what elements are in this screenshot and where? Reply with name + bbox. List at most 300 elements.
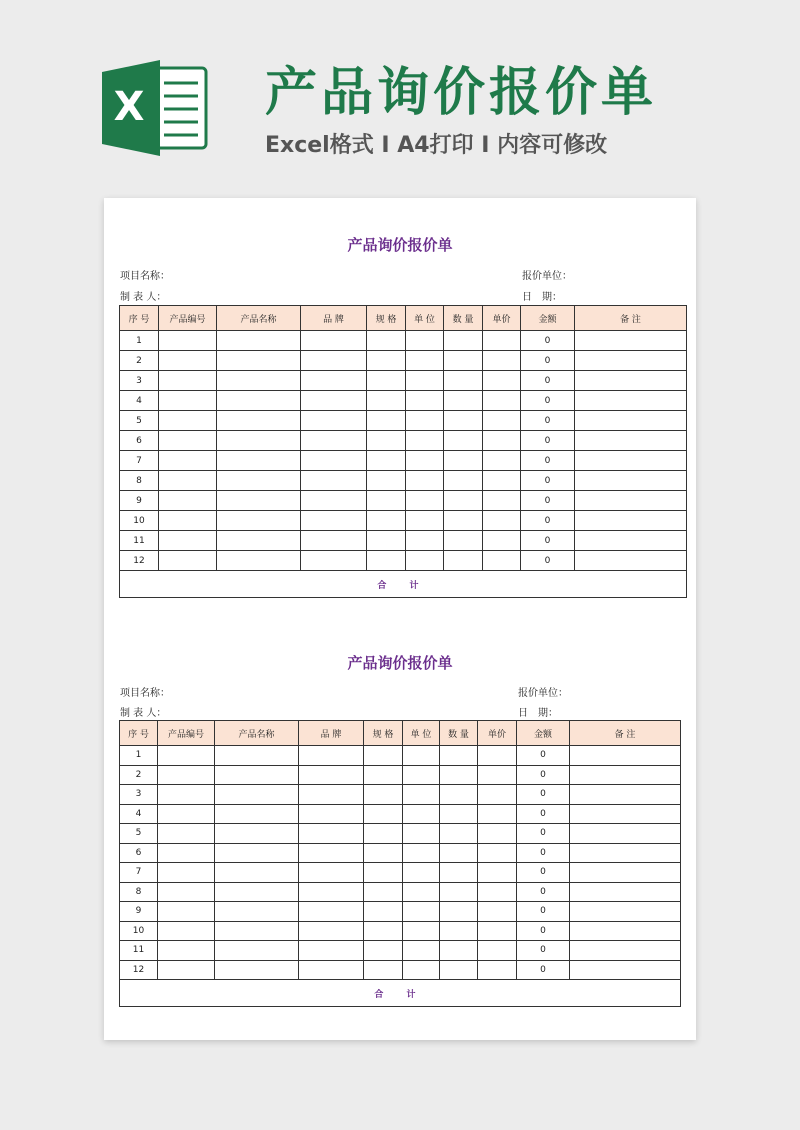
editable-cell[interactable] (159, 511, 217, 531)
editable-cell[interactable] (367, 491, 406, 511)
editable-cell[interactable] (159, 471, 217, 491)
editable-cell[interactable] (158, 941, 215, 961)
editable-cell[interactable] (367, 411, 406, 431)
editable-cell[interactable] (444, 471, 483, 491)
editable-cell[interactable] (367, 351, 406, 371)
editable-cell[interactable] (299, 804, 364, 824)
editable-cell[interactable] (444, 491, 483, 511)
editable-cell[interactable] (367, 371, 406, 391)
editable-cell[interactable] (158, 804, 215, 824)
row-number-cell: 9 (120, 491, 159, 511)
editable-cell[interactable] (403, 765, 440, 785)
editable-cell[interactable] (367, 391, 406, 411)
editable-cell[interactable] (159, 531, 217, 551)
editable-cell[interactable] (301, 431, 367, 451)
editable-cell[interactable] (570, 882, 681, 902)
table-row (120, 491, 687, 511)
column-header: 数 量 (440, 721, 478, 746)
amount-cell: 0 (521, 491, 575, 511)
editable-cell[interactable] (406, 511, 444, 531)
editable-cell[interactable] (299, 843, 364, 863)
table-row (120, 960, 681, 980)
column-header: 产品名称 (217, 306, 301, 331)
editable-cell[interactable] (215, 960, 299, 980)
editable-cell[interactable] (483, 411, 521, 431)
editable-cell[interactable] (570, 804, 681, 824)
editable-cell[interactable] (299, 824, 364, 844)
editable-cell[interactable] (444, 331, 483, 351)
amount-cell: 0 (517, 765, 570, 785)
editable-cell[interactable] (367, 471, 406, 491)
editable-cell[interactable] (367, 531, 406, 551)
editable-cell[interactable] (215, 785, 299, 805)
table-row (120, 941, 681, 961)
editable-cell[interactable] (158, 902, 215, 922)
editable-cell[interactable] (367, 431, 406, 451)
editable-cell[interactable] (159, 551, 217, 571)
editable-cell[interactable] (570, 921, 681, 941)
editable-cell[interactable] (217, 351, 301, 371)
editable-cell[interactable] (440, 941, 478, 961)
project-name-label: 项目名称： (120, 688, 170, 699)
editable-cell[interactable] (483, 491, 521, 511)
table-row (120, 902, 681, 922)
editable-cell[interactable] (301, 471, 367, 491)
editable-cell[interactable] (440, 960, 478, 980)
editable-cell[interactable] (301, 411, 367, 431)
editable-cell[interactable] (217, 411, 301, 431)
amount-cell: 0 (517, 863, 570, 883)
table-row (120, 804, 681, 824)
editable-cell[interactable] (217, 551, 301, 571)
editable-cell[interactable] (483, 351, 521, 371)
row-number-cell: 4 (120, 391, 159, 411)
editable-cell[interactable] (403, 804, 440, 824)
editable-cell[interactable] (444, 411, 483, 431)
amount-cell: 0 (517, 804, 570, 824)
row-number-cell: 9 (120, 902, 158, 922)
editable-cell[interactable] (364, 824, 403, 844)
amount-cell: 0 (517, 960, 570, 980)
editable-cell[interactable] (159, 371, 217, 391)
editable-cell[interactable] (159, 331, 217, 351)
column-header: 规 格 (367, 306, 406, 331)
row-number-cell: 11 (120, 531, 159, 551)
editable-cell[interactable] (575, 391, 687, 411)
row-number-cell: 1 (120, 746, 158, 766)
column-header: 备 注 (575, 306, 687, 331)
editable-cell[interactable] (478, 804, 517, 824)
editable-cell[interactable] (364, 960, 403, 980)
table-header-row (120, 721, 681, 746)
editable-cell[interactable] (158, 785, 215, 805)
editable-cell[interactable] (483, 331, 521, 351)
editable-cell[interactable] (483, 431, 521, 451)
column-header: 序 号 (120, 721, 158, 746)
editable-cell[interactable] (215, 843, 299, 863)
editable-cell[interactable] (367, 511, 406, 531)
banner-subtitle: Excel格式 Ⅰ A4打印 Ⅰ 内容可修改 (265, 133, 608, 158)
table-row (120, 551, 687, 571)
editable-cell[interactable] (575, 371, 687, 391)
editable-cell[interactable] (444, 531, 483, 551)
editable-cell[interactable] (158, 746, 215, 766)
editable-cell[interactable] (570, 746, 681, 766)
editable-cell[interactable] (478, 785, 517, 805)
editable-cell[interactable] (440, 824, 478, 844)
editable-cell[interactable] (301, 551, 367, 571)
editable-cell[interactable] (478, 863, 517, 883)
editable-cell[interactable] (158, 863, 215, 883)
editable-cell[interactable] (478, 765, 517, 785)
editable-cell[interactable] (367, 451, 406, 471)
column-header: 品 牌 (299, 721, 364, 746)
editable-cell[interactable] (570, 765, 681, 785)
banner-title: 产品询价报价单 (265, 63, 658, 123)
table-row (120, 785, 681, 805)
editable-cell[interactable] (403, 785, 440, 805)
editable-cell[interactable] (403, 863, 440, 883)
editable-cell[interactable] (406, 431, 444, 451)
editable-cell[interactable] (299, 746, 364, 766)
table-row (120, 882, 681, 902)
editable-cell[interactable] (215, 824, 299, 844)
editable-cell[interactable] (575, 331, 687, 351)
editable-cell[interactable] (440, 902, 478, 922)
row-number-cell: 8 (120, 471, 159, 491)
editable-cell[interactable] (403, 960, 440, 980)
editable-cell[interactable] (440, 843, 478, 863)
row-number-cell: 6 (120, 843, 158, 863)
sheet-title: 产品询价报价单 (347, 654, 453, 672)
editable-cell[interactable] (364, 785, 403, 805)
editable-cell[interactable] (575, 511, 687, 531)
editable-cell[interactable] (570, 941, 681, 961)
editable-cell[interactable] (367, 551, 406, 571)
amount-cell: 0 (517, 921, 570, 941)
column-header: 产品名称 (215, 721, 299, 746)
editable-cell[interactable] (406, 451, 444, 471)
row-number-cell: 12 (120, 960, 158, 980)
row-number-cell: 7 (120, 863, 158, 883)
editable-cell[interactable] (483, 511, 521, 531)
editable-cell[interactable] (215, 921, 299, 941)
editable-cell[interactable] (217, 391, 301, 411)
table-row (120, 843, 681, 863)
editable-cell[interactable] (301, 351, 367, 371)
editable-cell[interactable] (575, 551, 687, 571)
editable-cell[interactable] (364, 882, 403, 902)
editable-cell[interactable] (217, 431, 301, 451)
amount-cell: 0 (521, 391, 575, 411)
editable-cell[interactable] (403, 921, 440, 941)
editable-cell[interactable] (159, 391, 217, 411)
editable-cell[interactable] (301, 451, 367, 471)
editable-cell[interactable] (364, 804, 403, 824)
editable-cell[interactable] (575, 431, 687, 451)
table-row (120, 824, 681, 844)
amount-cell: 0 (521, 511, 575, 531)
row-number-cell: 12 (120, 551, 159, 571)
editable-cell[interactable] (158, 765, 215, 785)
column-header: 产品编号 (158, 721, 215, 746)
table-row (120, 371, 687, 391)
editable-cell[interactable] (478, 960, 517, 980)
editable-cell[interactable] (483, 371, 521, 391)
editable-cell[interactable] (575, 471, 687, 491)
editable-cell[interactable] (215, 746, 299, 766)
editable-cell[interactable] (158, 882, 215, 902)
editable-cell[interactable] (299, 941, 364, 961)
editable-cell[interactable] (158, 824, 215, 844)
editable-cell[interactable] (301, 331, 367, 351)
editable-cell[interactable] (367, 331, 406, 351)
row-number-cell: 7 (120, 451, 159, 471)
editable-cell[interactable] (483, 451, 521, 471)
editable-cell[interactable] (364, 921, 403, 941)
editable-cell[interactable] (217, 451, 301, 471)
amount-cell: 0 (517, 746, 570, 766)
table-row (120, 451, 687, 471)
total-cell: 合 计 (120, 571, 687, 598)
editable-cell[interactable] (444, 451, 483, 471)
editable-cell[interactable] (406, 371, 444, 391)
amount-cell: 0 (521, 551, 575, 571)
quote-table (119, 720, 681, 1007)
row-number-cell: 1 (120, 331, 159, 351)
editable-cell[interactable] (444, 371, 483, 391)
editable-cell[interactable] (217, 531, 301, 551)
editable-cell[interactable] (159, 411, 217, 431)
date-label: 日 期： (518, 708, 558, 719)
editable-cell[interactable] (483, 551, 521, 571)
editable-cell[interactable] (215, 765, 299, 785)
editable-cell[interactable] (444, 511, 483, 531)
table-row (120, 351, 687, 371)
editable-cell[interactable] (478, 746, 517, 766)
quote-table (119, 305, 687, 598)
editable-cell[interactable] (403, 902, 440, 922)
editable-cell[interactable] (301, 511, 367, 531)
maker-label: 制 表 人： (120, 708, 167, 719)
amount-cell: 0 (521, 431, 575, 451)
row-number-cell: 11 (120, 941, 158, 961)
quote-unit-label: 报价单位： (522, 271, 572, 282)
amount-cell: 0 (517, 941, 570, 961)
column-header: 单价 (478, 721, 517, 746)
editable-cell[interactable] (299, 921, 364, 941)
column-header: 备 注 (570, 721, 681, 746)
editable-cell[interactable] (440, 863, 478, 883)
column-header: 序 号 (120, 306, 159, 331)
editable-cell[interactable] (364, 941, 403, 961)
editable-cell[interactable] (575, 451, 687, 471)
editable-cell[interactable] (215, 902, 299, 922)
editable-cell[interactable] (301, 491, 367, 511)
editable-cell[interactable] (158, 843, 215, 863)
amount-cell: 0 (517, 824, 570, 844)
editable-cell[interactable] (299, 960, 364, 980)
editable-cell[interactable] (570, 902, 681, 922)
column-header: 单价 (483, 306, 521, 331)
table-header-row (120, 306, 687, 331)
editable-cell[interactable] (406, 351, 444, 371)
editable-cell[interactable] (217, 491, 301, 511)
quote-unit-label: 报价单位： (518, 688, 568, 699)
row-number-cell: 5 (120, 824, 158, 844)
editable-cell[interactable] (158, 960, 215, 980)
editable-cell[interactable] (364, 863, 403, 883)
editable-cell[interactable] (159, 451, 217, 471)
editable-cell[interactable] (364, 765, 403, 785)
amount-cell: 0 (521, 351, 575, 371)
editable-cell[interactable] (575, 531, 687, 551)
editable-cell[interactable] (478, 902, 517, 922)
table-row (120, 391, 687, 411)
editable-cell[interactable] (483, 531, 521, 551)
editable-cell[interactable] (483, 391, 521, 411)
editable-cell[interactable] (158, 921, 215, 941)
editable-cell[interactable] (299, 765, 364, 785)
row-number-cell: 5 (120, 411, 159, 431)
editable-cell[interactable] (217, 371, 301, 391)
editable-cell[interactable] (478, 921, 517, 941)
amount-cell: 0 (521, 331, 575, 351)
table-row (120, 531, 687, 551)
editable-cell[interactable] (364, 746, 403, 766)
column-header: 数 量 (444, 306, 483, 331)
editable-cell[interactable] (440, 765, 478, 785)
table-row (120, 863, 681, 883)
project-name-label: 项目名称： (120, 271, 170, 282)
editable-cell[interactable] (301, 371, 367, 391)
editable-cell[interactable] (444, 391, 483, 411)
row-number-cell: 3 (120, 371, 159, 391)
row-number-cell: 2 (120, 351, 159, 371)
editable-cell[interactable] (217, 331, 301, 351)
amount-cell: 0 (517, 785, 570, 805)
editable-cell[interactable] (575, 491, 687, 511)
editable-cell[interactable] (478, 824, 517, 844)
amount-cell: 0 (517, 902, 570, 922)
editable-cell[interactable] (406, 331, 444, 351)
row-number-cell: 10 (120, 921, 158, 941)
editable-cell[interactable] (570, 843, 681, 863)
editable-cell[interactable] (215, 863, 299, 883)
editable-cell[interactable] (403, 941, 440, 961)
editable-cell[interactable] (403, 882, 440, 902)
column-header: 产品编号 (159, 306, 217, 331)
editable-cell[interactable] (440, 785, 478, 805)
row-number-cell: 3 (120, 785, 158, 805)
editable-cell[interactable] (444, 431, 483, 451)
amount-cell: 0 (517, 843, 570, 863)
editable-cell[interactable] (478, 882, 517, 902)
editable-cell[interactable] (478, 843, 517, 863)
editable-cell[interactable] (299, 882, 364, 902)
editable-cell[interactable] (406, 531, 444, 551)
editable-cell[interactable] (403, 824, 440, 844)
column-header: 品 牌 (301, 306, 367, 331)
editable-cell[interactable] (301, 531, 367, 551)
editable-cell[interactable] (570, 785, 681, 805)
editable-cell[interactable] (406, 411, 444, 431)
column-header: 规 格 (364, 721, 403, 746)
editable-cell[interactable] (406, 391, 444, 411)
editable-cell[interactable] (444, 551, 483, 571)
editable-cell[interactable] (406, 491, 444, 511)
table-row (120, 411, 687, 431)
editable-cell[interactable] (483, 471, 521, 491)
maker-label: 制 表 人： (120, 292, 167, 303)
column-header: 金额 (517, 721, 570, 746)
editable-cell[interactable] (215, 804, 299, 824)
row-number-cell: 2 (120, 765, 158, 785)
editable-cell[interactable] (570, 960, 681, 980)
editable-cell[interactable] (403, 843, 440, 863)
sheet-title: 产品询价报价单 (347, 236, 453, 254)
editable-cell[interactable] (217, 511, 301, 531)
editable-cell[interactable] (440, 921, 478, 941)
editable-cell[interactable] (217, 471, 301, 491)
editable-cell[interactable] (406, 471, 444, 491)
table-row (120, 746, 681, 766)
row-number-cell: 8 (120, 882, 158, 902)
row-number-cell: 10 (120, 511, 159, 531)
editable-cell[interactable] (444, 351, 483, 371)
total-cell: 合 计 (120, 980, 681, 1007)
document-paper (104, 198, 696, 1040)
logo-letter: X (113, 84, 145, 130)
editable-cell[interactable] (478, 941, 517, 961)
editable-cell[interactable] (299, 863, 364, 883)
editable-cell[interactable] (215, 941, 299, 961)
editable-cell[interactable] (570, 824, 681, 844)
amount-cell: 0 (521, 531, 575, 551)
amount-cell: 0 (521, 371, 575, 391)
editable-cell[interactable] (299, 902, 364, 922)
editable-cell[interactable] (575, 411, 687, 431)
editable-cell[interactable] (301, 391, 367, 411)
column-header: 金额 (521, 306, 575, 331)
editable-cell[interactable] (575, 351, 687, 371)
editable-cell[interactable] (159, 491, 217, 511)
editable-cell[interactable] (440, 746, 478, 766)
header-banner (0, 0, 800, 190)
row-number-cell: 4 (120, 804, 158, 824)
row-number-cell: 6 (120, 431, 159, 451)
amount-cell: 0 (517, 882, 570, 902)
table-row (120, 331, 687, 351)
column-header: 单 位 (403, 721, 440, 746)
editable-cell[interactable] (215, 882, 299, 902)
editable-cell[interactable] (299, 785, 364, 805)
editable-cell[interactable] (403, 746, 440, 766)
amount-cell: 0 (521, 411, 575, 431)
editable-cell[interactable] (364, 843, 403, 863)
editable-cell[interactable] (159, 351, 217, 371)
editable-cell[interactable] (406, 551, 444, 571)
table-row (120, 431, 687, 451)
editable-cell[interactable] (364, 902, 403, 922)
editable-cell[interactable] (440, 804, 478, 824)
table-row (120, 511, 687, 531)
editable-cell[interactable] (440, 882, 478, 902)
editable-cell[interactable] (159, 431, 217, 451)
editable-cell[interactable] (570, 863, 681, 883)
amount-cell: 0 (521, 471, 575, 491)
table-row (120, 471, 687, 491)
